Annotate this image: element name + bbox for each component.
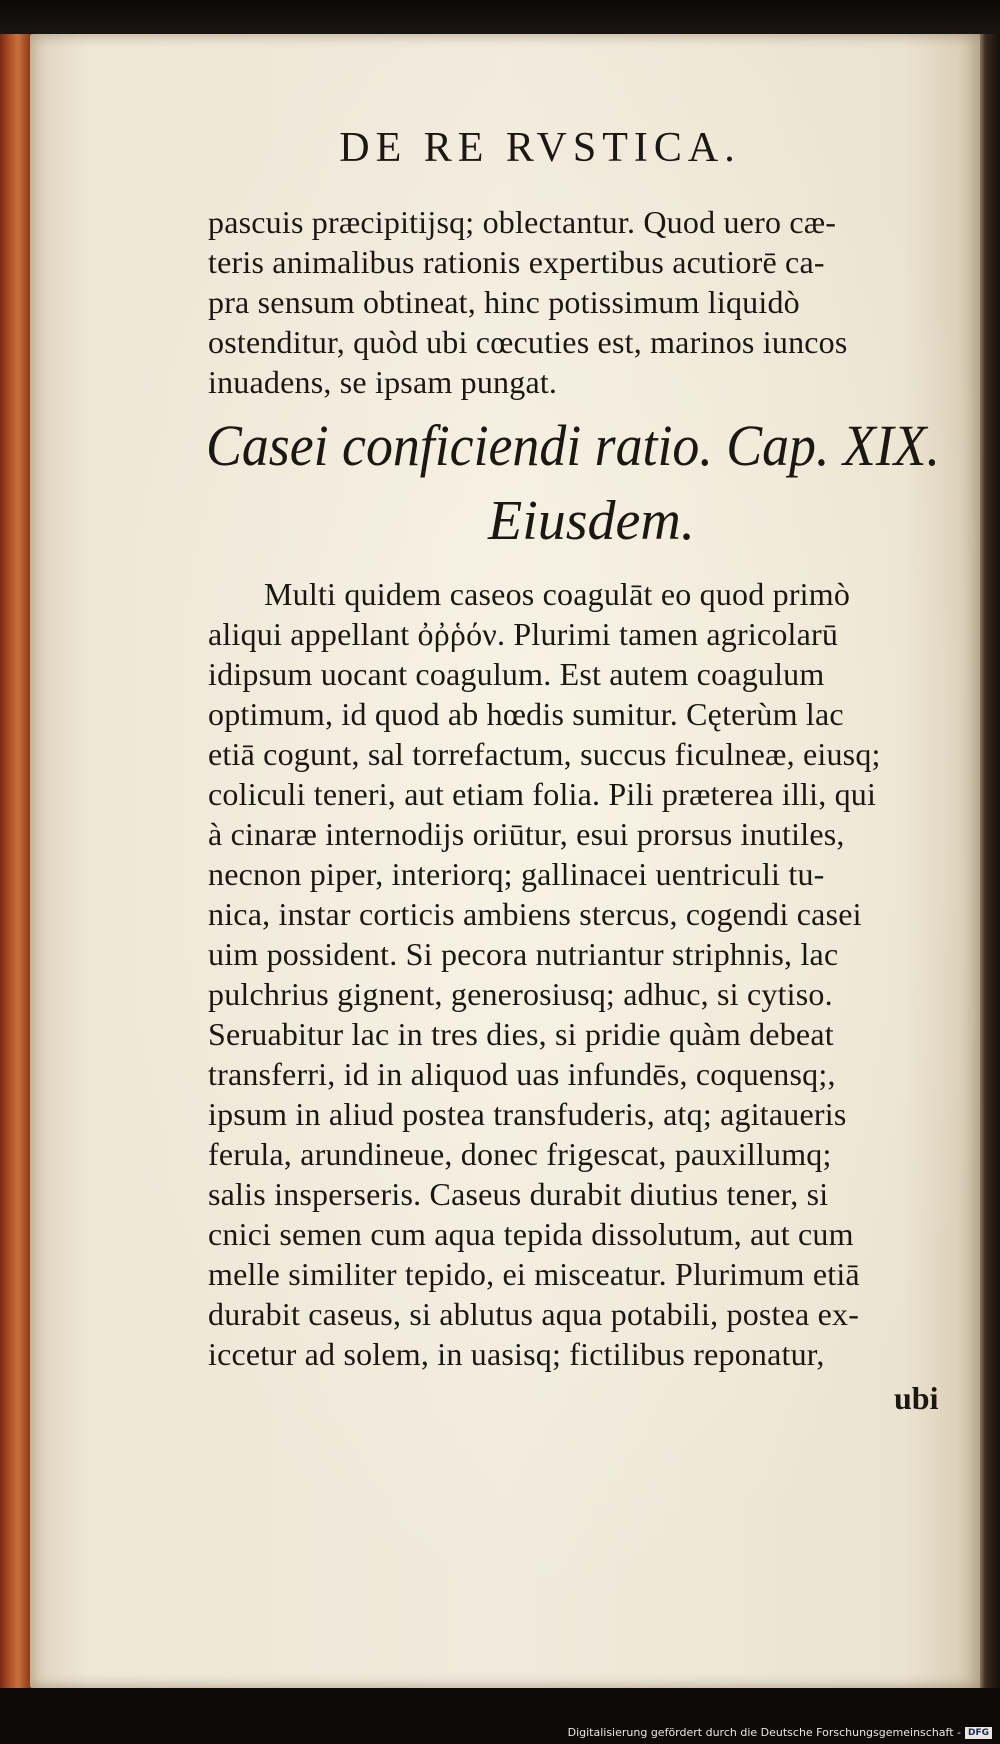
credit-text: Digitalisierung gefördert durch die Deutsche Forschungsgemeinschaft - bbox=[567, 1726, 961, 1739]
text-line: optimum, id quod ab hœdis sumitur. Cęterùm lac bbox=[208, 696, 844, 732]
text-line: aliqui appellant ὀῤῥόν. Plurimi tamen agricolarū bbox=[208, 616, 839, 652]
text-line: à cinaræ internodijs oriūtur, esui prorsus inutiles, bbox=[208, 816, 845, 852]
text-line: melle similiter tepido, ei misceatur. Plurimum etiā bbox=[208, 1256, 860, 1292]
text-line: Seruabitur lac in tres dies, si pridie quàm debeat bbox=[208, 1016, 834, 1052]
text-line: salis insperseris. Caseus durabit diutius tener, si bbox=[208, 1176, 829, 1212]
text-line: ipsum in aliud postea transfuderis, atq; agitaueris bbox=[208, 1096, 847, 1132]
chapter-author: Eiusdem. bbox=[488, 490, 695, 552]
text-line: ostenditur, quòd ubi cœcuties est, marinos iuncos bbox=[208, 324, 848, 360]
text-line: necnon piper, interiorq; gallinacei uentriculi tu- bbox=[208, 856, 825, 892]
text-line: pra sensum obtineat, hinc potissimum liquidò bbox=[208, 284, 800, 320]
digitization-credit bbox=[0, 1726, 992, 1740]
text-line: nica, instar corticis ambiens stercus, cogendi casei bbox=[208, 896, 862, 932]
text-line: transferri, id in aliquod uas infundēs, coquensq;, bbox=[208, 1056, 836, 1092]
text-line: etiā cogunt, sal torrefactum, succus ficulneæ, eiusq; bbox=[208, 736, 881, 772]
text-line: coliculi teneri, aut etiam folia. Pili præterea illi, qui bbox=[208, 776, 877, 812]
text-line: Multi quidem caseos coagulāt eo quod primò bbox=[264, 576, 851, 612]
text-line: pascuis præcipitijsq; oblectantur. Quod uero cæ- bbox=[208, 204, 837, 240]
text-line: cnici semen cum aqua tepida dissolutum, aut cum bbox=[208, 1216, 854, 1252]
book-page bbox=[30, 34, 980, 1688]
text-line: inuadens, se ipsam pungat. bbox=[208, 364, 558, 400]
text-line: ferula, arundineue, donec frigescat, pauxillumq; bbox=[208, 1136, 832, 1172]
text-line: pulchrius gignent, generosiusq; adhuc, si cytiso. bbox=[208, 976, 833, 1012]
dfg-logo: DFG bbox=[965, 1727, 992, 1739]
catchword: ubi bbox=[894, 1380, 939, 1416]
text-line: durabit caseus, si ablutus aqua potabili, postea ex- bbox=[208, 1296, 860, 1332]
chapter-heading: Casei conficiendi ratio. Cap. XIX. bbox=[206, 413, 941, 478]
scan-top-margin bbox=[0, 0, 1000, 34]
text-line: uim possident. Si pecora nutriantur striphnis, lac bbox=[208, 936, 839, 972]
running-head: DE RE RVSTICA. bbox=[339, 125, 741, 171]
text-line: iccetur ad solem, in uasisq; fictilibus reponatur, bbox=[208, 1336, 825, 1372]
binding-edge bbox=[0, 34, 30, 1694]
text-line: idipsum uocant coagulum. Est autem coagulum bbox=[208, 656, 825, 692]
text-line: teris animalibus rationis expertibus acutiorē ca- bbox=[208, 244, 825, 280]
